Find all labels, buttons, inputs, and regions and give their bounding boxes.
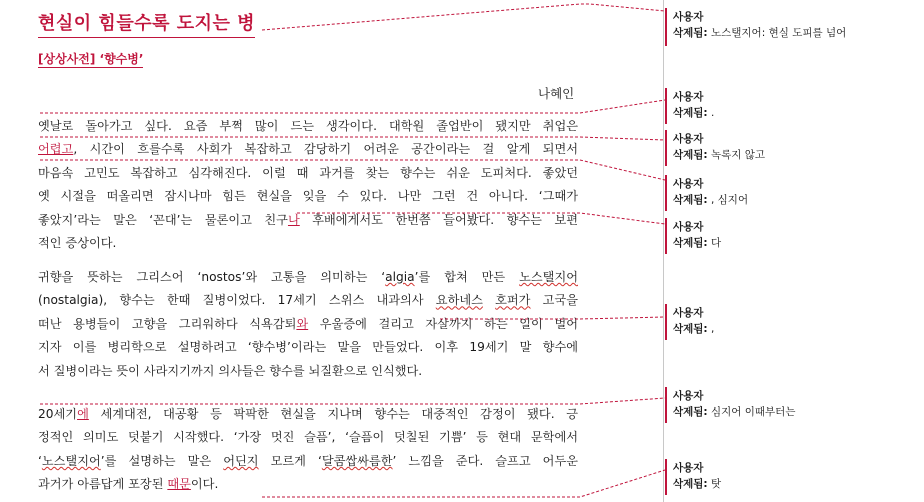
- comment-value: 녹록지 않고: [710, 149, 766, 161]
- comment-balloon[interactable]: [673, 388, 795, 420]
- comment-balloon[interactable]: [673, 9, 846, 41]
- paragraph-2[interactable]: [38, 266, 578, 383]
- spelling-flag: 요하네스: [435, 293, 483, 308]
- comment-value: 다: [710, 237, 722, 249]
- spelling-flag: 호퍼가: [495, 293, 531, 308]
- paragraph-1[interactable]: [38, 115, 578, 255]
- text-line: ‘노스탤지어’를 설명하는 말은 어딘지 모르게 ‘달콤쌉싸름한’ 느낌을 준다. 슬프고 어두운: [38, 453, 578, 468]
- text-line: 옛날로 돌아가고 싶다. 요즘 부쩍 많이 드는 생각이다. 대학원 졸업반이 됐지만 취업은: [38, 119, 578, 133]
- spelling-flag: 달콤쌉싸름한: [321, 453, 393, 468]
- inserted-text: 어렵고: [38, 142, 74, 157]
- inserted-text: 와: [296, 316, 309, 331]
- comment-balloon[interactable]: [673, 176, 748, 208]
- comment-author: 사용자: [673, 133, 704, 145]
- comment-value: , 심지어: [710, 194, 749, 206]
- comment-label: 삭제됨:: [673, 107, 708, 119]
- comment-label: 삭제됨:: [673, 406, 708, 418]
- inserted-text: 나: [287, 212, 300, 227]
- text-line: (nostalgia), 향수는 한때 질병이었다. 17세기 스위스 내과의사 요하네스 호퍼가 고국을: [38, 293, 578, 308]
- comment-value: 노스탤지어: 현실 도피를 넘어: [710, 27, 847, 39]
- comment-marker-bar: [665, 175, 667, 211]
- paragraph-3[interactable]: [38, 403, 578, 497]
- text-line: 정적인 의미도 덧붙기 시작했다. ‘가장 멋진 슬픔’, ‘슬픔이 덧칠된 기쁨’ 등 현대 문학에서: [38, 430, 578, 445]
- comment-balloon[interactable]: [673, 305, 714, 337]
- author-name: 나혜인: [538, 86, 575, 101]
- comment-marker-bar: [665, 130, 667, 166]
- comment-value: ,: [710, 323, 715, 335]
- comment-author: 사용자: [673, 221, 704, 233]
- comment-balloon[interactable]: [673, 89, 714, 121]
- spelling-flag: 노스탤지어: [41, 453, 101, 468]
- spelling-flag: algia: [385, 270, 415, 284]
- comment-marker-bar: [665, 459, 667, 495]
- comment-label: 삭제됨:: [673, 323, 708, 335]
- text-line: 서 질병이라는 뜻이 사라지기까지 의사들은 향수를 뇌질환으로 인식했다.: [38, 363, 423, 378]
- spelling-flag: 어딘지: [223, 453, 259, 468]
- comment-label: 삭제됨:: [673, 478, 708, 490]
- comment-marker-bar: [665, 88, 667, 124]
- comment-marker-bar: [665, 218, 667, 254]
- comment-marker-bar: [665, 8, 667, 46]
- comment-author: 사용자: [673, 462, 704, 474]
- inserted-text: 에: [77, 407, 89, 421]
- text-line: 마음속 고민도 복잡하고 심각해진다. 이럴 때 과거를 찾는 향수는 쉬운 도피처다. 좋았던: [38, 165, 578, 180]
- comment-balloon[interactable]: [673, 219, 721, 251]
- text-line: 20세기에 세계대전, 대공황 등 팍팍한 현실을 지나며 향수는 대중적인 감정이 됐다. 긍: [38, 407, 578, 421]
- text-line: 지자 이를 병리학으로 설명하려고 ‘향수병’이라는 말을 만들었다. 이후 19세기 말 향수에: [38, 340, 578, 355]
- comment-marker-bar: [665, 387, 667, 423]
- text-line: 옛 시절을 떠올리면 잠시나마 힘든 현실을 잊을 수 있다. 나만 그런 건 아니다. ‘그때가: [38, 189, 578, 204]
- text-line: 어렵고, 시간이 흐를수록 사회가 복잡하고 감당하기 어려운 공간이라는 걸 알게 되면서: [38, 142, 578, 157]
- text-line: 떠난 용병들이 고향을 그리워하다 식욕감퇴와 우울증에 걸리고 자살까지 하는 일이 벌어: [38, 316, 578, 331]
- comment-author: 사용자: [673, 11, 704, 23]
- comment-value: 탓: [710, 478, 722, 490]
- article-title: 현실이 힘들수록 도지는 병: [38, 9, 255, 38]
- comment-author: 사용자: [673, 390, 704, 402]
- comment-label: 삭제됨:: [673, 27, 708, 39]
- comment-author: 사용자: [673, 178, 704, 190]
- text-line: 귀향을 뜻하는 그리스어 ‘nostos’와 고통을 의미하는 ‘algia’를 합쳐 만든 노스탤지어: [38, 270, 578, 284]
- text-line: 과거가 아름답게 포장된 때문이다.: [38, 477, 219, 492]
- comment-label: 삭제됨:: [673, 237, 708, 249]
- comment-balloon[interactable]: [673, 460, 721, 492]
- comment-marker-bar: [665, 304, 667, 340]
- comment-balloon[interactable]: [673, 131, 765, 163]
- spelling-flag: 노스탤지어: [519, 270, 578, 284]
- text-line: 적인 증상이다.: [38, 235, 117, 250]
- article-subtitle: [상상사전] ‘향수병’: [38, 52, 144, 66]
- comment-label: 삭제됨:: [673, 149, 708, 161]
- comment-value: 심지어 이때부터는: [710, 406, 796, 418]
- inserted-text: 때문: [167, 477, 191, 492]
- comment-author: 사용자: [673, 307, 704, 319]
- markup-pane-divider: [663, 0, 664, 502]
- comment-value: .: [710, 107, 715, 119]
- text-line: 좋았지’라는 말은 ‘꼰대’는 물론이고 친구나 후배에게서도 한번쯤 들어봤다. 향수는 보편: [38, 212, 578, 227]
- comment-author: 사용자: [673, 91, 704, 103]
- comment-label: 삭제됨:: [673, 194, 708, 206]
